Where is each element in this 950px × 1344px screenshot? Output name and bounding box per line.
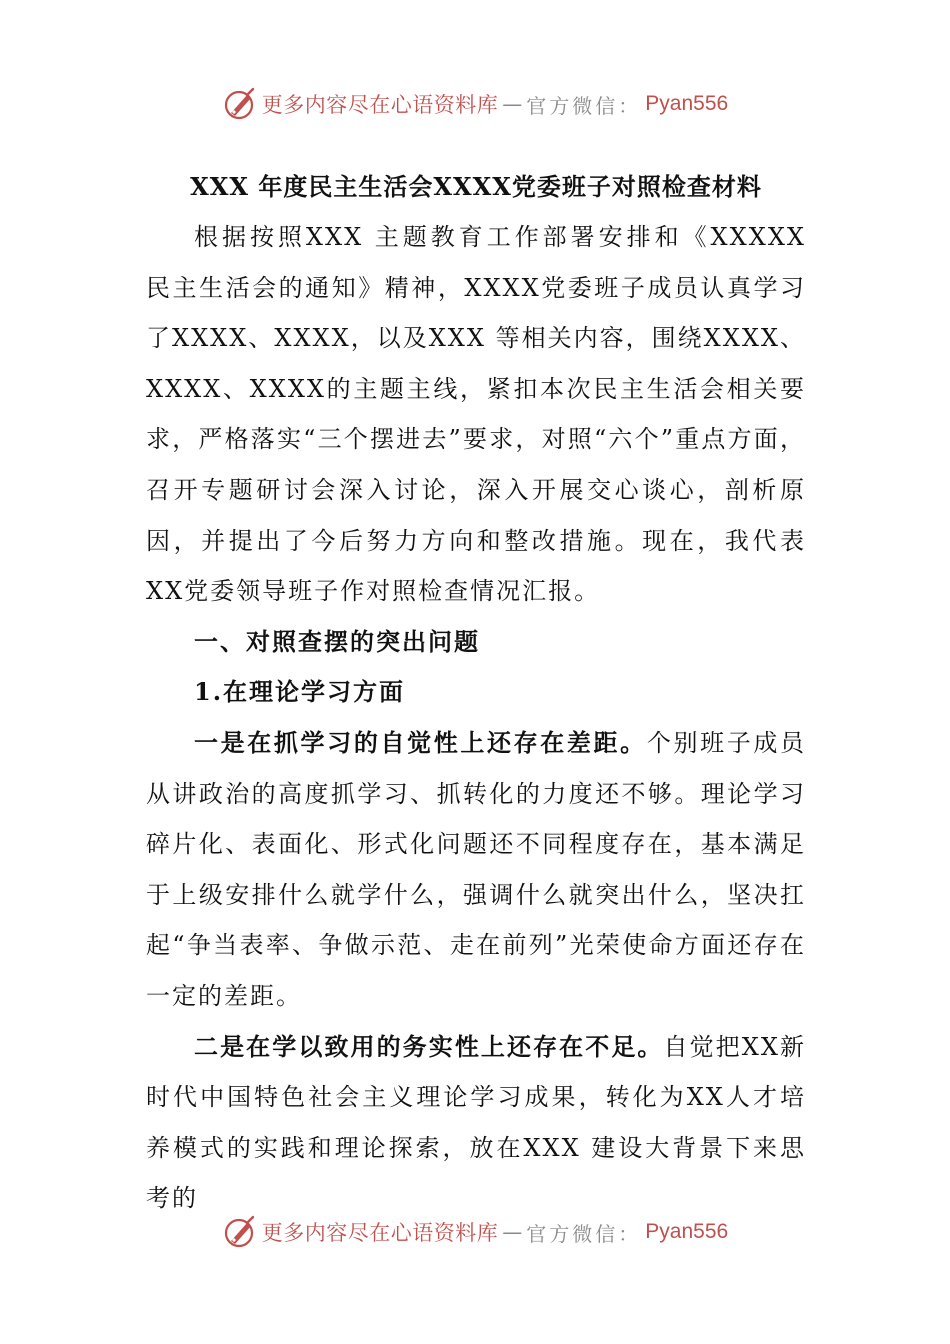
pen-nib-logo-icon [222, 1214, 258, 1250]
footer-watermark [0, 1210, 950, 1254]
watermark-brand-text: 更多内容尽在心语资料库 [261, 1221, 499, 1245]
point-1-paragraph [146, 718, 806, 1022]
point-1-lead: 一是在抓学习的自觉性上还存在差距。 [194, 727, 647, 757]
point-1-body: 个别班子成员从讲政治的高度抓学习、抓转化的力度还不够。理论学习碎片化、表面化、形式化问题还不同程度存在，基本满足于上级安排什么就学什么，强调什么就突出什么，坚决扛起“争当表率、争做示范、走在前列”光荣使命方面还存在一定的差距。 [146, 728, 807, 1010]
document-title: XXX 年度民主生活会XXXX党委班子对照检查材料 [190, 172, 762, 201]
watermark-wechat-label: 官方微信： [526, 93, 642, 118]
watermark-separator: — [502, 92, 523, 116]
watermark-wechat-id: Pyan556 [645, 92, 729, 115]
watermark-brand-text: 更多内容尽在心语资料库 [261, 93, 499, 117]
point-2-body: 自觉把XX新时代中国特色社会主义理论学习成果，转化为XX人才培养模式的实践和理论探索，放在XXX 建设大背景下来思考的 [146, 1032, 807, 1213]
section-heading-1: 一、对照查摆的突出问题 [194, 626, 480, 656]
watermark-wechat-id: Pyan556 [645, 1220, 729, 1243]
document-body [146, 162, 806, 1224]
intro-paragraph: 根据按照XXX 主题教育工作部署安排和《XXXXX 民主生活会的通知》精神，XXXX党委班子成员认真学习了XXXX、XXXX，以及XXX 等相关内容，围绕XXXX、XXXX、XXXX的主题主线，紧扣本次民主生活会相关要求，严格落实“三个摆进去”要求，对照“六个”重点方面，召开专题研讨会深入讨论，深入开展交心谈心，剖析原因，并提出了今后努力方向和整改措施。现在，我代表XX党委领导班子作对照检查情况汇报。 [146, 223, 806, 606]
subsection-heading-1: 1.在理论学习方面 [194, 677, 406, 707]
watermark-wechat-label: 官方微信： [526, 1221, 642, 1246]
pen-nib-logo-icon [222, 86, 258, 122]
watermark-separator: — [502, 1220, 523, 1244]
header-watermark [0, 82, 950, 126]
point-2-lead: 二是在学以致用的务实性上还存在不足。 [194, 1031, 664, 1061]
point-2-paragraph [146, 1022, 806, 1224]
